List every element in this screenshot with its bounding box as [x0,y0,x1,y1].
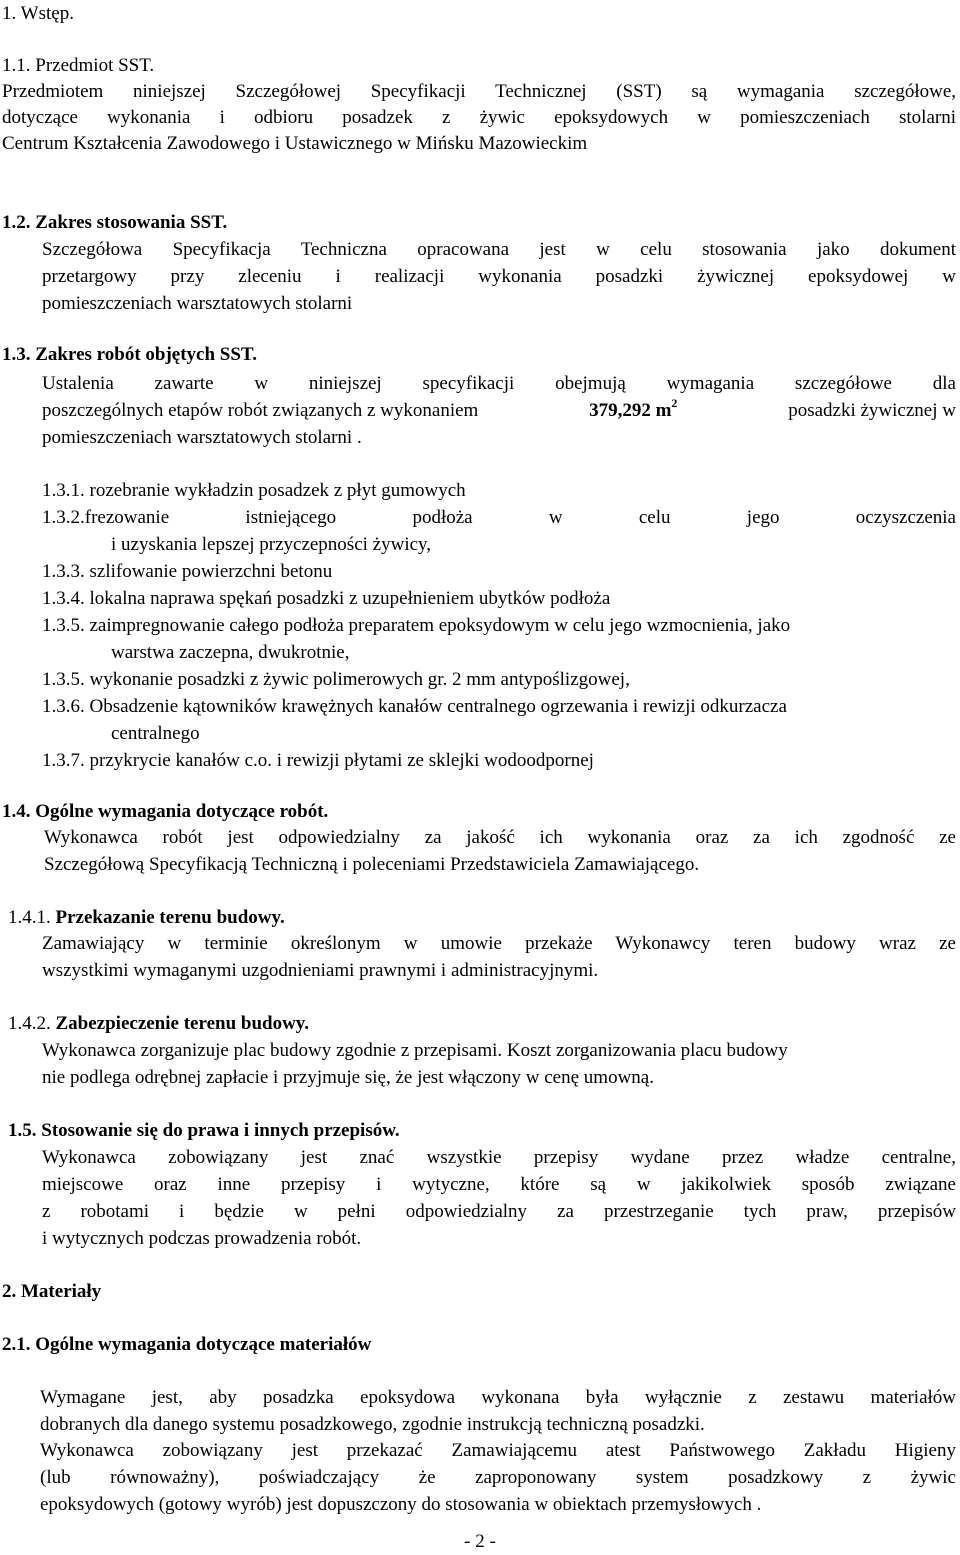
section-number: 1.4.1. [8,907,51,928]
section-1-3-heading: 1.3. Zakres robót objętych SST. [2,344,257,365]
paragraph-line: przetargowy przy zleceniu i realizacji wykonania posadzki żywicznej epoksydowej w [42,266,956,287]
list-item: 1.3.5. zaimpregnowanie całego podłoża preparatem epoksydowym w celu jego wzmocnienia, jako [42,615,791,636]
paragraph-line: Wykonawca zorganizuje plac budowy zgodnie z przepisami. Koszt zorganizowania placu budowy [42,1040,788,1061]
quantity-value: 379,292 $m^2$ [589,396,678,421]
list-item: 1.3.1. rozebranie wykładzin posadzek z płyt gumowych [42,480,466,501]
paragraph-line: pomieszczeniach warsztatowych stolarni . [42,427,362,448]
paragraph-line: Wymagane jest, aby posadzka epoksydowa wykonana była wyłącznie z zestawu materiałów [40,1387,956,1408]
paragraph-line: wszystkimi wymaganymi uzgodnieniami prawnymi i administracyjnymi. [42,960,599,981]
paragraph-line: dotyczące wykonania i odbioru posadzek z żywic epoksydowych w pomieszczeniach stolarni [2,107,956,128]
quantity-text-after: posadzki żywicznej w [788,400,956,421]
section-1-4-2-heading [8,1012,309,1036]
paragraph-line: Ustalenia zawarte w niniejszej specyfikacji obejmują wymagania szczegółowe dla [42,373,956,394]
page-number: - 2 - [464,1531,496,1552]
paragraph-line: miejscowe oraz inne przepisy i wytyczne, które są w jakikolwiek sposób związane [42,1174,956,1195]
list-item-continuation: centralnego [111,723,200,744]
paragraph-line: Wykonawca zobowiązany jest znać wszystkie przepisy wydane przez władze centralne, [42,1147,956,1168]
section-title: Przekazanie terenu budowy. [55,907,285,928]
section-1-title: 1. Wstęp. [2,3,74,24]
paragraph-line: Zamawiający w terminie określonym w umowie przekaże Wykonawcy teren budowy wraz ze [42,933,956,954]
section-1-4-1-heading [8,906,285,930]
list-item: 1.3.5. wykonanie posadzki z żywic polimerowych gr. 2 mm antypoślizgowej, [42,669,630,690]
list-item-continuation: warstwa zaczepna, dwukrotnie, [111,642,350,663]
paragraph-line: Centrum Kształcenia Zawodowego i Ustawicznego w Mińsku Mazowieckim [2,133,588,154]
section-title: Zabezpieczenie terenu budowy. [55,1013,310,1034]
section-1-2-heading: 1.2. Zakres stosowania SST. [2,212,228,233]
section-1-5-heading: 1.5. Stosowanie się do prawa i innych przepisów. [8,1120,400,1141]
list-item: 1.3.7. przykrycie kanałów c.o. i rewizji płytami ze sklejki wodoodpornej [42,750,594,771]
quantity-text-before: poszczególnych etapów robót związanych z wykonaniem [42,400,479,421]
quantity-exponent: 2 [671,396,678,410]
paragraph-line: nie podlega odrębnej zapłacie i przyjmuje się, że jest włączony w cenę umowną. [42,1067,654,1088]
paragraph-line: Wykonawca robót jest odpowiedzialny za jakość ich wykonania oraz za ich zgodność ze [44,827,956,848]
list-item-continuation: i uzyskania lepszej przyczepności żywicy, [111,534,432,555]
section-1-4-heading: 1.4. Ogólne wymagania dotyczące robót. [2,801,329,822]
list-item: 1.3.6. Obsadzenie kątowników krawężnych kanałów centralnego ogrzewania i rewizji odkurzacza [42,696,787,717]
section-number: 1.4.2. [8,1013,51,1034]
paragraph-line: Szczegółową Specyfikacją Techniczną i poleceniami Przedstawiciela Zamawiającego. [44,854,700,875]
section-1-1-heading: 1.1. Przedmiot SST. [2,55,155,76]
list-item: 1.3.4. lokalna naprawa spękań posadzki z uzupełnieniem ubytków podłoża [42,588,611,609]
section-2-1-heading: 2.1. Ogólne wymagania dotyczące materiałów [2,1334,372,1355]
paragraph-line: Wykonawca zobowiązany jest przekazać Zamawiającemu atest Państwowego Zakładu Higieny [40,1440,956,1461]
list-item: 1.3.3. szlifowanie powierzchni betonu [42,561,333,582]
paragraph-line: epoksydowych (gotowy wyrób) jest dopuszczony do stosowania w obiektach przemysłowych . [40,1494,762,1515]
paragraph-line-quantity [42,396,956,423]
paragraph-line: i wytycznych podczas prowadzenia robót. [42,1228,362,1249]
paragraph-line: dobranych dla danego systemu posadzkowego, zgodnie instrukcją techniczną posadzki. [40,1414,705,1435]
paragraph-line: pomieszczeniach warsztatowych stolarni [42,293,353,314]
paragraph-line: Szczegółowa Specyfikacja Techniczna opracowana jest w celu stosowania jako dokument [42,239,956,260]
paragraph-line: (lub równoważny), poświadczający że zaproponowany system posadzkowy z żywic [40,1467,956,1488]
paragraph-line: z robotami i będzie w pełni odpowiedzialny za przestrzeganie tych praw, przepisów [42,1201,956,1222]
list-item: 1.3.2.frezowanie istniejącego podłoża w celu jego oczyszczenia [42,507,956,528]
paragraph-line: Przedmiotem niniejszej Szczegółowej Specyfikacji Technicznej (SST) są wymagania szczegółowe, [2,81,956,102]
section-2-title: 2. Materiały [2,1281,102,1302]
